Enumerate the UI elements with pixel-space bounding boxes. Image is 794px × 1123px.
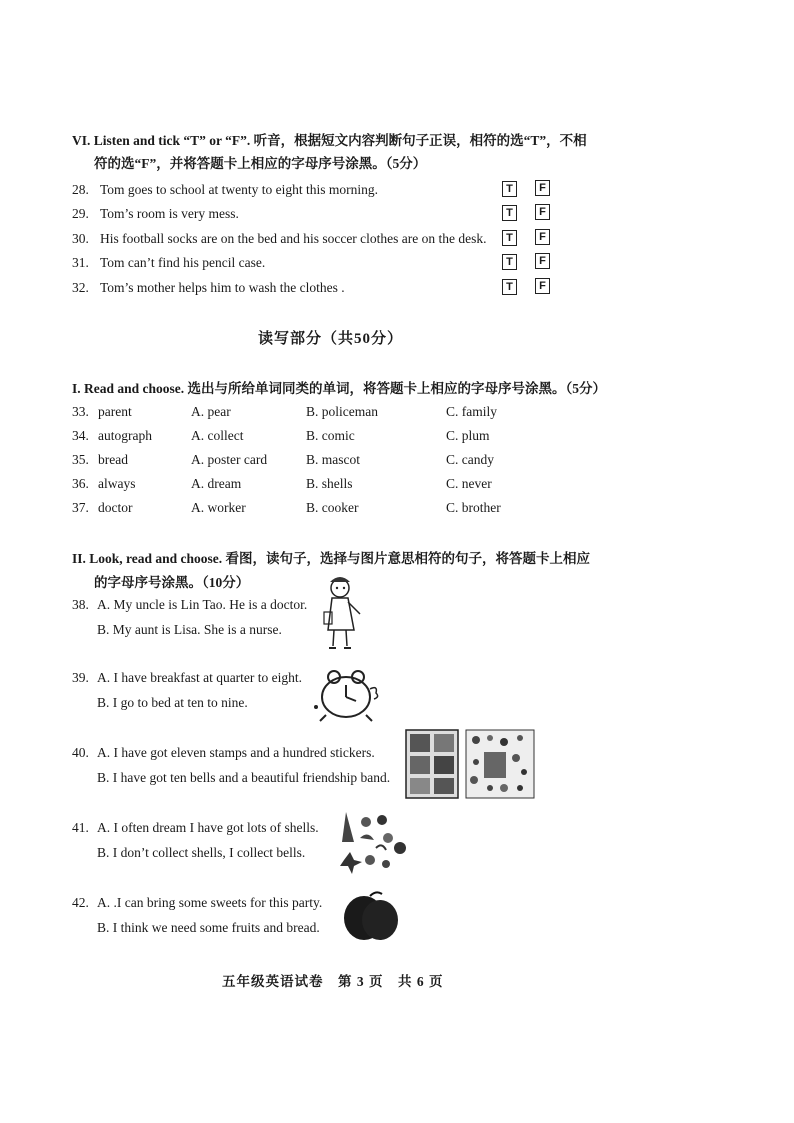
tf-item-30 <box>72 231 487 247</box>
option-b[interactable]: B. I go to bed at ten to nine. <box>97 695 248 710</box>
item-number: 35. <box>72 452 89 467</box>
page-footer: 五年级英语试卷 第 3 页 共 6 页 <box>222 974 444 989</box>
part-title: 读写部分（共50分） <box>258 331 404 347</box>
item-number: 40. <box>72 745 89 760</box>
false-box-28[interactable]: F <box>535 180 550 196</box>
fruit-illustration <box>342 890 400 946</box>
item-text: Tom goes to school at twenty to eight this morning. <box>100 182 379 197</box>
nurse-illustration <box>318 574 368 654</box>
section-ii-title-line2: 的字母序号涂黑。（10分） <box>94 575 250 590</box>
item-number: 41. <box>72 820 89 835</box>
tf-item-28 <box>72 182 378 198</box>
item-number: 33. <box>72 404 89 419</box>
tf-item-29 <box>72 206 239 222</box>
option-b[interactable]: B. My aunt is Lisa. She is a nurse. <box>97 622 282 637</box>
false-box-31[interactable]: F <box>535 253 550 269</box>
true-box-29[interactable]: T <box>502 205 517 221</box>
option-a[interactable]: A. .I can bring some sweets for this party. <box>97 895 323 910</box>
item-text: His football socks are on the bed and his soccer clothes are on the desk. <box>100 231 487 246</box>
true-box-28[interactable]: T <box>502 181 517 197</box>
item-number: 30. <box>72 231 89 246</box>
section-vi-title-line2: 符的选“F”，并将答题卡上相应的字母序号涂黑。（5分） <box>94 156 427 171</box>
section-vi-title-line1: VI. Listen and tick “T” or “F”. 听音，根据短文内容判断句子正误，相符的选“T”，不相 <box>72 133 587 148</box>
item-number: 34. <box>72 428 89 443</box>
item-number: 42. <box>72 895 89 910</box>
option-a[interactable]: A. I have got eleven stamps and a hundred stickers. <box>97 745 375 760</box>
option-c[interactable]: C. plum <box>446 428 490 443</box>
shells-illustration <box>336 808 412 878</box>
item-text: Tom’s room is very mess. <box>100 206 239 221</box>
given-word: bread <box>98 452 128 467</box>
item-number: 38. <box>72 597 89 612</box>
true-box-31[interactable]: T <box>502 254 517 270</box>
option-c[interactable]: C. candy <box>446 452 494 467</box>
item-text: Tom can’t find his pencil case. <box>100 255 266 270</box>
item-number: 28. <box>72 182 89 197</box>
option-b[interactable]: B. I don’t collect shells, I collect bells. <box>97 845 306 860</box>
item-number: 32. <box>72 280 89 295</box>
option-a[interactable]: A. worker <box>191 500 246 515</box>
section-ii-title-line1: II. Look, read and choose. 看图，读句子，选择与图片意思相符的句子，将答题卡上相应 <box>72 551 591 566</box>
option-a[interactable]: A. collect <box>191 428 244 443</box>
option-c[interactable]: C. brother <box>446 500 501 515</box>
alarm-clock-illustration <box>312 663 384 725</box>
option-b[interactable]: B. I have got ten bells and a beautiful friendship band. <box>97 770 391 785</box>
false-box-30[interactable]: F <box>535 229 550 245</box>
option-a[interactable]: A. I have breakfast at quarter to eight. <box>97 670 303 685</box>
item-number: 31. <box>72 255 89 270</box>
option-b[interactable]: B. cooker <box>306 500 359 515</box>
option-a[interactable]: A. poster card <box>191 452 268 467</box>
option-a[interactable]: A. dream <box>191 476 242 491</box>
item-number: 29. <box>72 206 89 221</box>
option-b[interactable]: B. policeman <box>306 404 378 419</box>
true-box-30[interactable]: T <box>502 230 517 246</box>
given-word: doctor <box>98 500 133 515</box>
item-number: 37. <box>72 500 89 515</box>
item-text: Tom’s mother helps him to wash the clothes . <box>100 280 345 295</box>
option-b[interactable]: B. comic <box>306 428 355 443</box>
option-b[interactable]: B. I think we need some fruits and bread. <box>97 920 320 935</box>
given-word: autograph <box>98 428 152 443</box>
true-box-32[interactable]: T <box>502 279 517 295</box>
option-b[interactable]: B. mascot <box>306 452 360 467</box>
section-i-title: I. Read and choose. 选出与所给单词同类的单词，将答题卡上相应的字母序号涂黑。（5分） <box>72 381 607 396</box>
false-box-29[interactable]: F <box>535 204 550 220</box>
option-b[interactable]: B. shells <box>306 476 353 491</box>
tf-item-32 <box>72 280 345 296</box>
option-a[interactable]: A. I often dream I have got lots of shells. <box>97 820 319 835</box>
stamps-stickers-illustration <box>404 728 536 800</box>
false-box-32[interactable]: F <box>535 278 550 294</box>
option-a[interactable]: A. My uncle is Lin Tao. He is a doctor. <box>97 597 308 612</box>
option-c[interactable]: C. family <box>446 404 497 419</box>
item-number: 36. <box>72 476 89 491</box>
given-word: always <box>98 476 136 491</box>
item-number: 39. <box>72 670 89 685</box>
option-c[interactable]: C. never <box>446 476 492 491</box>
option-a[interactable]: A. pear <box>191 404 231 419</box>
tf-item-31 <box>72 255 265 271</box>
given-word: parent <box>98 404 132 419</box>
